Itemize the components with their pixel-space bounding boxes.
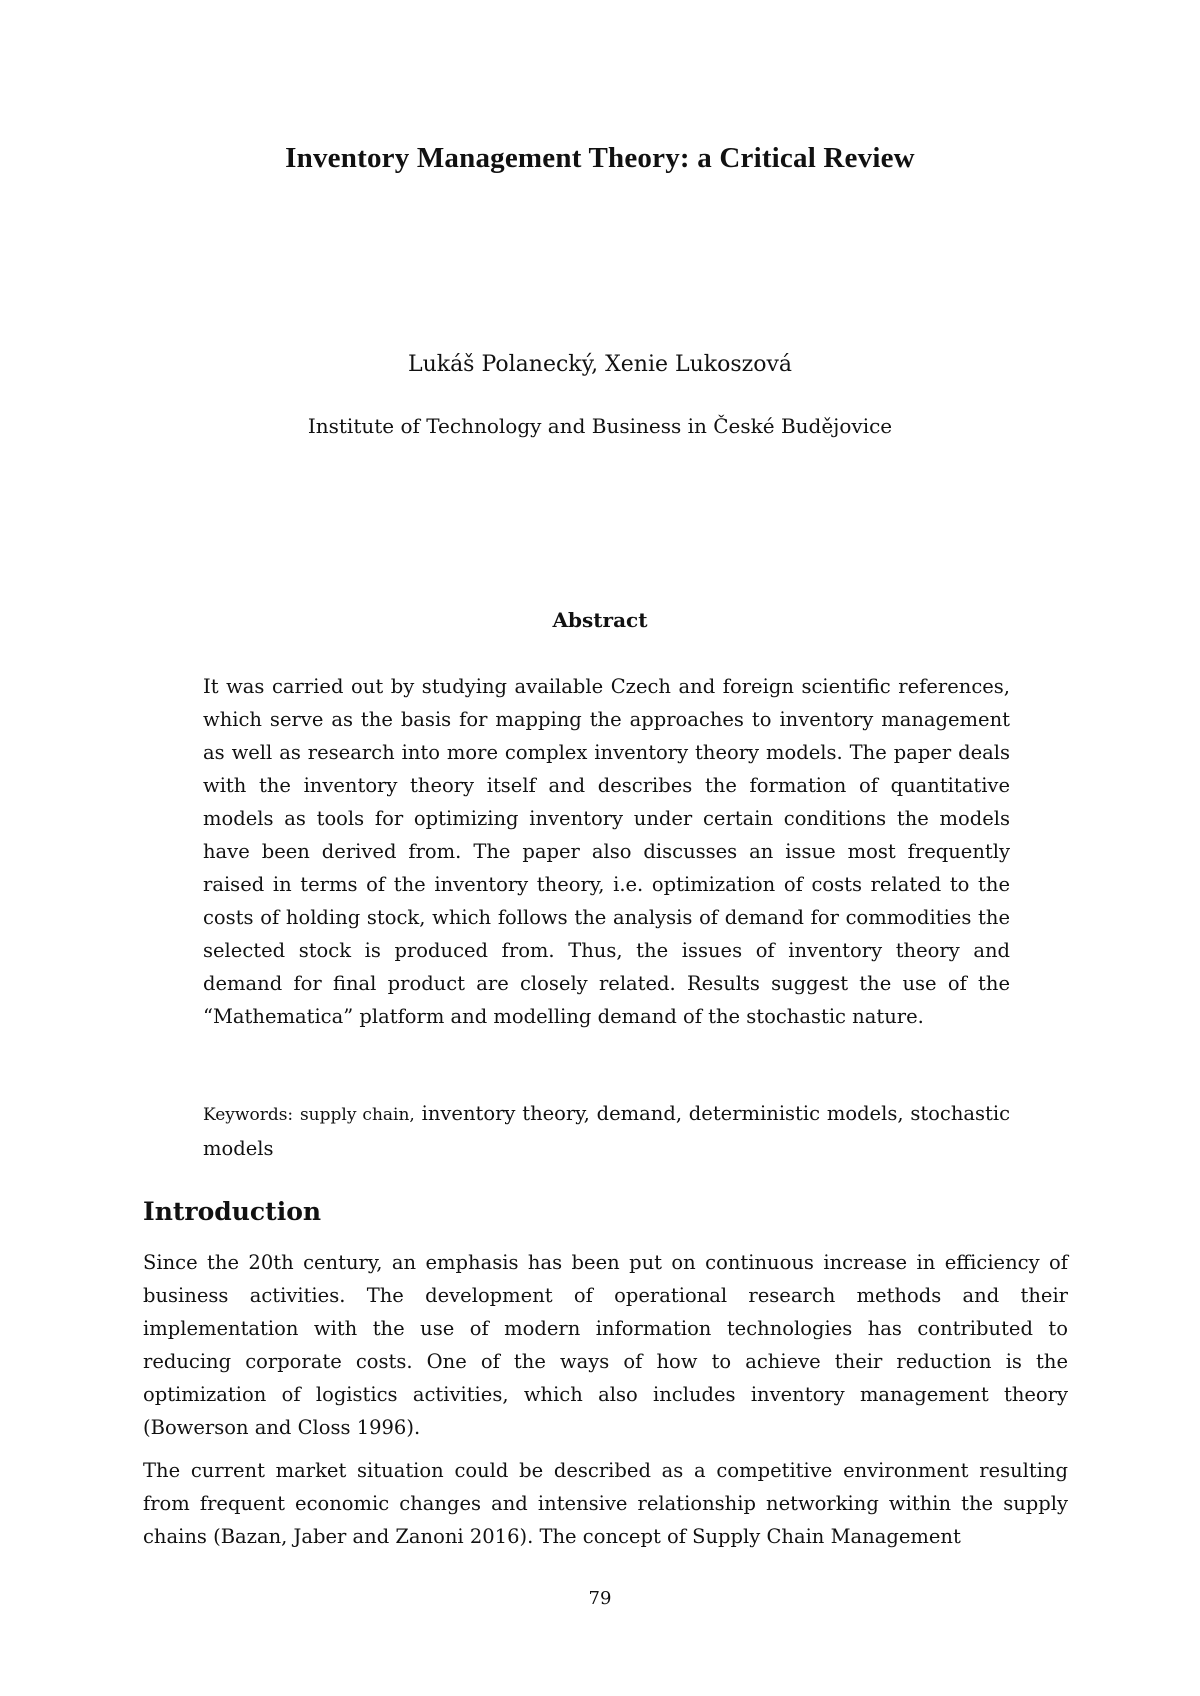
keywords-rest: inventory theory, demand, deterministic models, stochastic models bbox=[203, 1102, 1011, 1160]
affiliation: Institute of Technology and Business in České Budějovice bbox=[307, 414, 893, 438]
abstract-body: It was carried out by studying available Czech and foreign scientific references, which serve as the basis for mapping the approaches to inventory management as well as research into more complex inventory theory models. The paper deals with the inventory theory itself and describes the formation of quantitative models as tools for optimizing inventory under certain conditions the models have been derived from. The paper also discusses an issue most frequently raised in terms of the inventory theory, i.e. optimization of costs related to the costs of holding stock, which follows the analysis of demand for commodities the selected stock is produced from. Thus, the issues of inventory theory and demand for final product are closely related. Results suggest the use of the “Mathematica” platform and modelling demand of the stochastic nature. bbox=[203, 675, 1010, 1028]
keywords-first: supply chain, bbox=[299, 1105, 415, 1125]
keywords-label: Keywords: bbox=[203, 1105, 294, 1125]
introduction-paragraph-1: Since the 20th century, an emphasis has been put on continuous increase in efficiency of business activities. The development of operational research methods and their implementation with the use of modern information technologies has contributed to reducing corporate costs. One of the ways of how to achieve their reduction is the optimization of logistics activities, which also includes inventory management theory (Bowerson and Closs 1996). bbox=[143, 1251, 1068, 1439]
page-number: 79 bbox=[588, 1588, 612, 1609]
abstract-heading: Abstract bbox=[552, 608, 648, 632]
authors: Lukáš Polanecký, Xenie Lukoszová bbox=[407, 352, 793, 377]
introduction-heading: Introduction bbox=[143, 1197, 322, 1226]
introduction-paragraph-2: The current market situation could be described as a competitive environment resulting from frequent economic changes and intensive relationship networking within the supply chains (Bazan, Jaber and Zanoni 2016). The concept of Supply Chain Management bbox=[143, 1459, 1068, 1548]
paper-title: Inventory Management Theory: a Critical Review bbox=[285, 142, 915, 174]
keywords bbox=[203, 1097, 1010, 1165]
